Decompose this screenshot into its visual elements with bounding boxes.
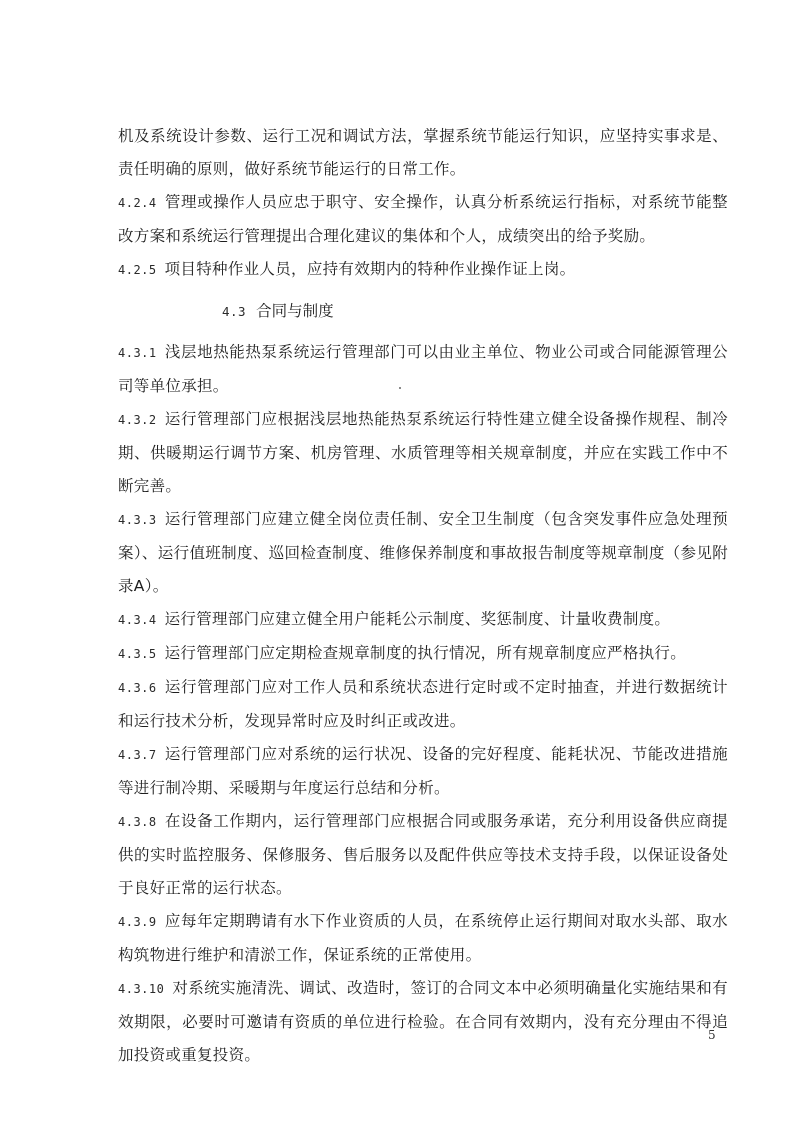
clause-text: 运行管理部门应根据浅层地热能热泵系统运行特性建立健全设备操作规程、制冷期、供暖期运行调节方案、机房管理、水质管理等相关规章制度，并应在实践工作中不断完善。: [118, 410, 728, 495]
clause-number: 4.3.3: [118, 513, 157, 527]
page-body: [118, 120, 728, 1072]
clause-text: 项目特种作业人员，应持有效期内的特种作业操作证上岗。: [164, 260, 576, 278]
clause-text: 运行管理部门应对系统的运行状况、设备的完好程度、能耗状况、节能改进措施等进行制冷期、采暖期与年度运行总结和分析。: [118, 745, 728, 797]
clause-number: 4.3.9: [118, 915, 157, 929]
clause-text: 运行管理部门应定期检查规章制度的执行情况，所有规章制度应严格执行。: [164, 644, 687, 662]
section-number: 4.3: [222, 304, 247, 319]
clause-4-3-8: [118, 805, 728, 905]
paragraph-continued: [118, 120, 728, 186]
clause-text: 运行管理部门应对工作人员和系统状态进行定时或不定时抽查，并进行数据统计和运行技术分析，发现异常时应及时纠正或改进。: [118, 678, 728, 730]
clause-number: 4.3.8: [118, 815, 157, 829]
clause-4-3-3: [118, 503, 728, 603]
clause-4-3-1: [118, 336, 728, 403]
clause-number: 4.2.5: [118, 263, 157, 277]
section-heading: [118, 287, 728, 336]
clause-4-3-5: [118, 637, 728, 671]
clause-4-3-9: [118, 905, 728, 972]
section-title: 合同与制度: [256, 302, 334, 320]
clause-number: 4.2.4: [118, 196, 157, 210]
clause-text: 浅层地热能热泵系统运行管理部门可以由业主单位、物业公司或合同能源管理公司等单位承担。: [118, 343, 728, 395]
clause-4-3-2: [118, 403, 728, 503]
clause-number: 4.3.10: [118, 982, 165, 996]
clause-4-2-5: [118, 253, 728, 287]
clause-number: 4.3.5: [118, 647, 157, 661]
clause-number: 4.3.2: [118, 413, 157, 427]
clause-4-3-4: [118, 603, 728, 637]
clause-4-3-7: [118, 738, 728, 805]
clause-number: 4.3.1: [118, 346, 157, 360]
scan-speck: [399, 387, 401, 389]
page-number: 5: [708, 1028, 716, 1042]
clause-text: 对系统实施清洗、调试、改造时，签订的合同文本中必须明确量化实施结果和有效期限，必要时可邀请有资质的单位进行检验。在合同有效期内，没有充分理由不得追加投资或重复投资。: [118, 979, 728, 1064]
clause-4-3-10: [118, 972, 728, 1072]
clause-4-2-4: [118, 186, 728, 253]
paragraph-text: 机及系统设计参数、运行工况和调试方法，掌握系统节能运行知识，应坚持实事求是、责任明确的原则，做好系统节能运行的日常工作。: [118, 127, 728, 178]
clause-4-3-6: [118, 671, 728, 738]
clause-number: 4.3.6: [118, 681, 157, 695]
clause-number: 4.3.7: [118, 748, 157, 762]
clause-text: 运行管理部门应建立健全用户能耗公示制度、奖惩制度、计量收费制度。: [164, 610, 671, 628]
clause-text: 应每年定期聘请有水下作业资质的人员，在系统停止运行期间对取水头部、取水构筑物进行维护和清淤工作，保证系统的正常使用。: [118, 912, 728, 964]
clause-text: 在设备工作期内，运行管理部门应根据合同或服务承诺，充分利用设备供应商提供的实时监控服务、保修服务、售后服务以及配件供应等技术支持手段，以保证设备处于良好正常的运行状态。: [118, 812, 728, 897]
clause-text: 管理或操作人员应忠于职守、安全操作，认真分析系统运行指标，对系统节能整改方案和系统运行管理提出合理化建议的集体和个人，成绩突出的给予奖励。: [118, 193, 728, 245]
clause-number: 4.3.4: [118, 613, 157, 627]
clause-text: 运行管理部门应建立健全岗位责任制、安全卫生制度（包含突发事件应急处理预案）、运行值班制度、巡回检查制度、维修保养制度和事故报告制度等规章制度（参见附录A）。: [118, 510, 728, 595]
